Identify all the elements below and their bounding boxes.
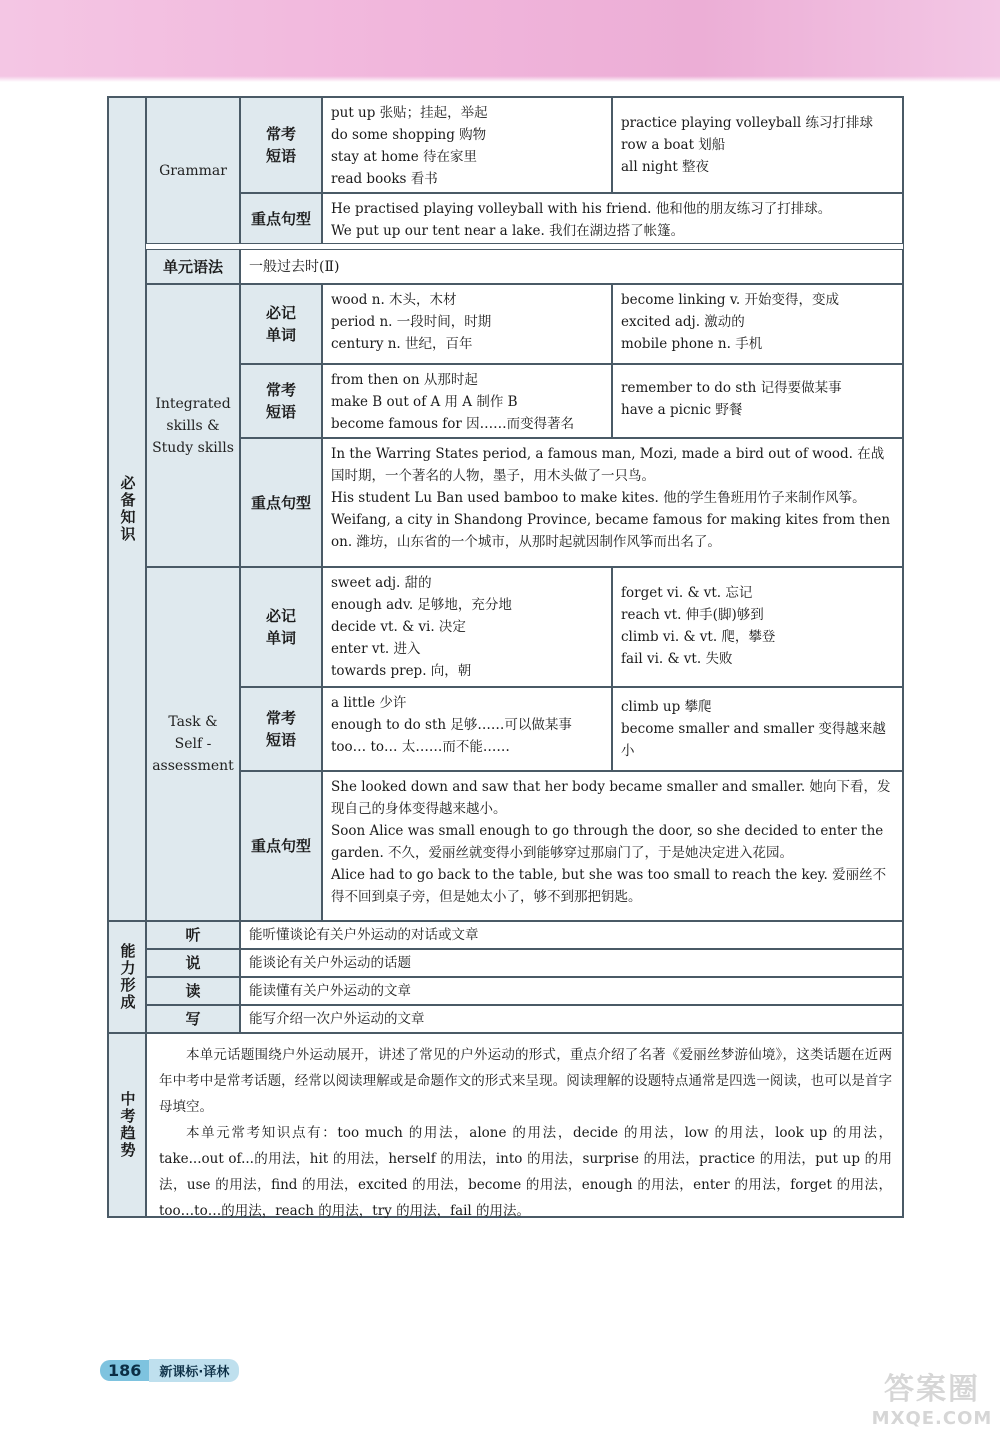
knowledge-category-label: 必备知识 [108,97,146,921]
section-grammar-label: Grammar [159,162,227,179]
decorative-header-band [0,0,1000,82]
integrated-words-right: become linking v. 开始变得，变成 excited adj. 激动的 mobile phone n. 手机 [612,284,903,364]
grammar-phrases-label: 常考 短语 [240,97,322,193]
ability-skill-reading: 读 [146,977,240,1005]
ability-skill-listening: 听 [146,921,240,949]
ability-desc-listening: 能听懂谈论有关户外运动的对话或文章 [240,921,903,949]
grammar-phrases-right: practice playing volleyball 练习打排球 row a boat 划船 all night 整夜 [612,97,903,193]
integrated-sentences-label: 重点句型 [240,438,322,567]
series-name: 新课标·译林 [149,1359,239,1382]
task-words-right: forget vi. & vt. 忘记 reach vt. 伸手(脚)够到 climb vi. & vt. 爬，攀登 fail vi. & vt. 失败 [612,567,903,687]
page-number: 186 [100,1360,149,1381]
grammar-phrases-left: put up 张贴；挂起，举起 do some shopping 购物 stay at home 待在家里 read books 看书 [322,97,612,193]
section-grammar [146,97,240,244]
ability-desc-writing: 能写介绍一次户外运动的文章 [240,1005,903,1033]
summary-table [107,96,904,1218]
section-integrated-skills: Integrated skills & Study skills [146,284,240,567]
ability-skill-speaking: 说 [146,949,240,977]
task-sentences: She looked down and saw that her body became smaller and smaller. 她向下看，发现自己的身体变得越来越小。 Soon Alice was small enough to go through the door, so she decided to enter the garden. 不久，爱丽丝就变得小到能够穿过那扇门了，于是她决定进入花园。 Alice had to go back to the table, but she was too small to reach the key. 爱丽丝不得不回到桌子旁，但是她太小了，够不到那把钥匙。 [322,771,903,921]
trend-paragraph-2: 本单元常考知识点有：too much 的用法，alone 的用法，decide 的用法，low 的用法，look up 的用法，take...out of...的用法，hit 的用法，herself 的用法，into 的用法，surprise 的用法，practice 的用法，put up 的用法，use 的用法，find 的用法，excited 的用法，become 的用法，enough 的用法，enter 的用法，forget 的用法，too…to…的用法，reach 的用法，try 的用法，fail 的用法。 [159,1125,892,1219]
task-phrases-right: climb up 攀爬 become smaller and smaller 变得越来越小 [612,687,903,771]
integrated-words-left: wood n. 木头，木材 period n. 一段时间，时期 century n. 世纪，百年 [322,284,612,364]
unit-grammar-label: 单元语法 [146,249,240,284]
task-sentences-label: 重点句型 [240,771,322,921]
integrated-sentences: In the Warring States period, a famous man, Mozi, made a bird out of wood. 在战国时期，一个著名的人物，墨子，用木头做了一只鸟。 His student Lu Ban used bamboo to make kites. 他的学生鲁班用竹子来制作风筝。 Weifang, a city in Shandong Province, became famous for making kites from then on. 潍坊，山东省的一个城市，从那时起就因制作风筝而出名了。 [322,438,903,567]
trend-category-label: 中考趋势 [108,1033,146,1217]
task-phrases-left: a little 少许 enough to do sth 足够……可以做某事 too… to… 太……而不能…… [322,687,612,771]
ability-desc-reading: 能读懂有关户外运动的文章 [240,977,903,1005]
trend-text [146,1033,903,1217]
watermark-logo: 答案圈 MXQE.COM [871,1371,993,1429]
trend-paragraph-1: 本单元话题围绕户外运动展开，讲述了常见的户外运动的形式，重点介绍了名著《爱丽丝梦游仙境》，这类话题在近两年中考中是常考话题，经常以阅读理解或是命题作文的形式来呈现。阅读理解的设题特点通常是四选一阅读，也可以是首字母填空。 [159,1047,892,1115]
integrated-phrases-right: remember to do sth 记得要做某事 have a picnic 野餐 [612,364,903,438]
unit-grammar-value: 一般过去时(Ⅱ) [240,249,903,284]
ability-skill-writing: 写 [146,1005,240,1033]
ability-desc-speaking: 能谈论有关户外运动的话题 [240,949,903,977]
page-footer [100,1358,239,1382]
grammar-sentences-label: 重点句型 [240,193,322,244]
integrated-phrases-label: 常考 短语 [240,364,322,438]
integrated-phrases-left: from then on 从那时起 make B out of A 用 A 制作 B become famous for 因……而变得著名 [322,364,612,438]
integrated-words-label: 必记 单词 [240,284,322,364]
task-words-label: 必记 单词 [240,567,322,687]
ability-category-label: 能力形成 [108,921,146,1033]
grammar-sentences: He practised playing volleyball with his friend. 他和他的朋友练习了打排球。 We put up our tent near a lake. 我们在湖边搭了帐篷。 [322,193,903,244]
section-task: Task & Self - assessment [146,567,240,921]
task-phrases-label: 常考 短语 [240,687,322,771]
task-words-left: sweet adj. 甜的 enough adv. 足够地，充分地 decide vt. & vi. 决定 enter vt. 进入 towards prep. 向，朝 [322,567,612,687]
